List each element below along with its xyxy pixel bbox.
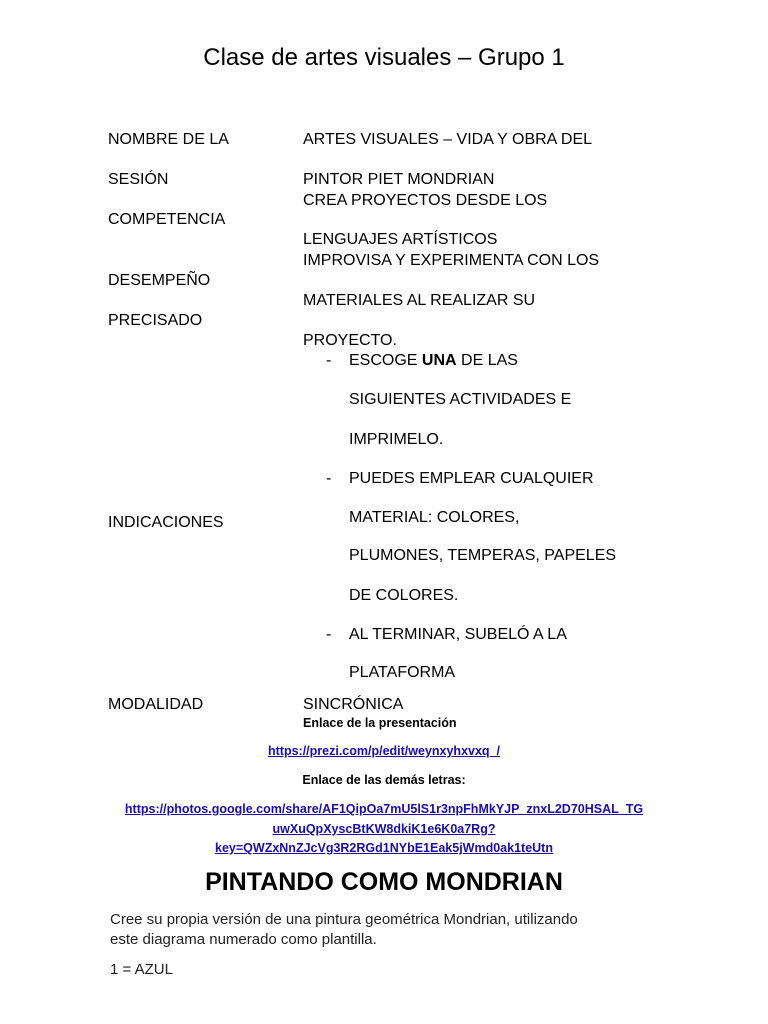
bullet-2-line-3: PLUMONES, TEMPERAS, PAPELES	[349, 547, 617, 564]
label-modalidad: MODALIDAD	[108, 696, 204, 713]
bullet-3-line-1: AL TERMINAR, SUBELÓ A LA	[349, 626, 567, 643]
label-indicaciones: INDICACIONES	[108, 514, 224, 531]
bullet-1-line-1: ESCOGE UNA DE LAS	[349, 352, 518, 369]
bullet-3-line-2: PLATAFORMA	[349, 664, 456, 681]
section-paragraph-line-2: este diagrama numerado como plantilla.	[110, 931, 377, 948]
bullet-2-line-1: PUEDES EMPLEAR CUALQUIER	[349, 470, 594, 487]
label-desempeno-2: PRECISADO	[108, 312, 203, 329]
letters-link-line-3[interactable]: key=QWZxNnZJcVg3R2RGd1NYbE1Eak5jWmd0ak1teUtn	[215, 841, 553, 855]
letters-link-line-1[interactable]: https://photos.google.com/share/AF1QipOa7mU5lS1r3npFhMkYJP_znxL2D70HSAL_TG	[124, 802, 644, 816]
value-session-name-1: ARTES VISUALES – VIDA Y OBRA DEL	[303, 131, 593, 148]
value-desempeno-1: IMPROVISA Y EXPERIMENTA CON LOS	[303, 252, 600, 269]
page-title: Clase de artes visuales – Grupo 1	[203, 44, 565, 71]
value-desempeno-2: MATERIALES AL REALIZAR SU	[303, 292, 536, 309]
value-desempeno-3: PROYECTO.	[303, 332, 397, 349]
bullet-2-line-4: DE COLORES.	[349, 587, 459, 604]
bullet-dash-2: -	[326, 470, 332, 487]
presentation-link[interactable]: https://prezi.com/p/edit/weynxyhxvxq_/	[267, 744, 500, 758]
label-competencia: COMPETENCIA	[108, 211, 226, 228]
label-session-name-2: SESIÓN	[108, 171, 169, 188]
bullet-dash-3: -	[326, 626, 332, 643]
value-modalidad: SINCRÓNICA	[303, 696, 404, 713]
section-heading: PINTANDO COMO MONDRIAN	[205, 868, 563, 896]
emphasis-una: UNA	[421, 352, 457, 369]
letters-link-line-2[interactable]: uwXuQpXyscBtKW8dkiK1e6K0a7Rg?	[272, 822, 496, 836]
bullet-1-line-3: IMPRIMELO.	[349, 431, 444, 448]
letters-link-label: Enlace de las demás letras:	[302, 773, 466, 787]
presentation-link-label: Enlace de la presentación	[303, 716, 457, 730]
bullet-dash-1: -	[326, 352, 332, 369]
color-key-1: 1 = AZUL	[110, 961, 173, 978]
section-paragraph-line-1: Cree su propia versión de una pintura geométrica Mondrian, utilizando	[110, 911, 578, 928]
bullet-2-line-2: MATERIAL: COLORES,	[349, 509, 520, 526]
label-desempeno-1: DESEMPEÑO	[108, 272, 211, 289]
label-session-name-1: NOMBRE DE LA	[108, 131, 229, 148]
value-competencia-1: CREA PROYECTOS DESDE LOS	[303, 192, 548, 209]
value-session-name-2: PINTOR PIET MONDRIAN	[303, 171, 495, 188]
value-competencia-2: LENGUAJES ARTÍSTICOS	[303, 231, 498, 248]
bullet-1-line-2: SIGUIENTES ACTIVIDADES E	[349, 391, 572, 408]
